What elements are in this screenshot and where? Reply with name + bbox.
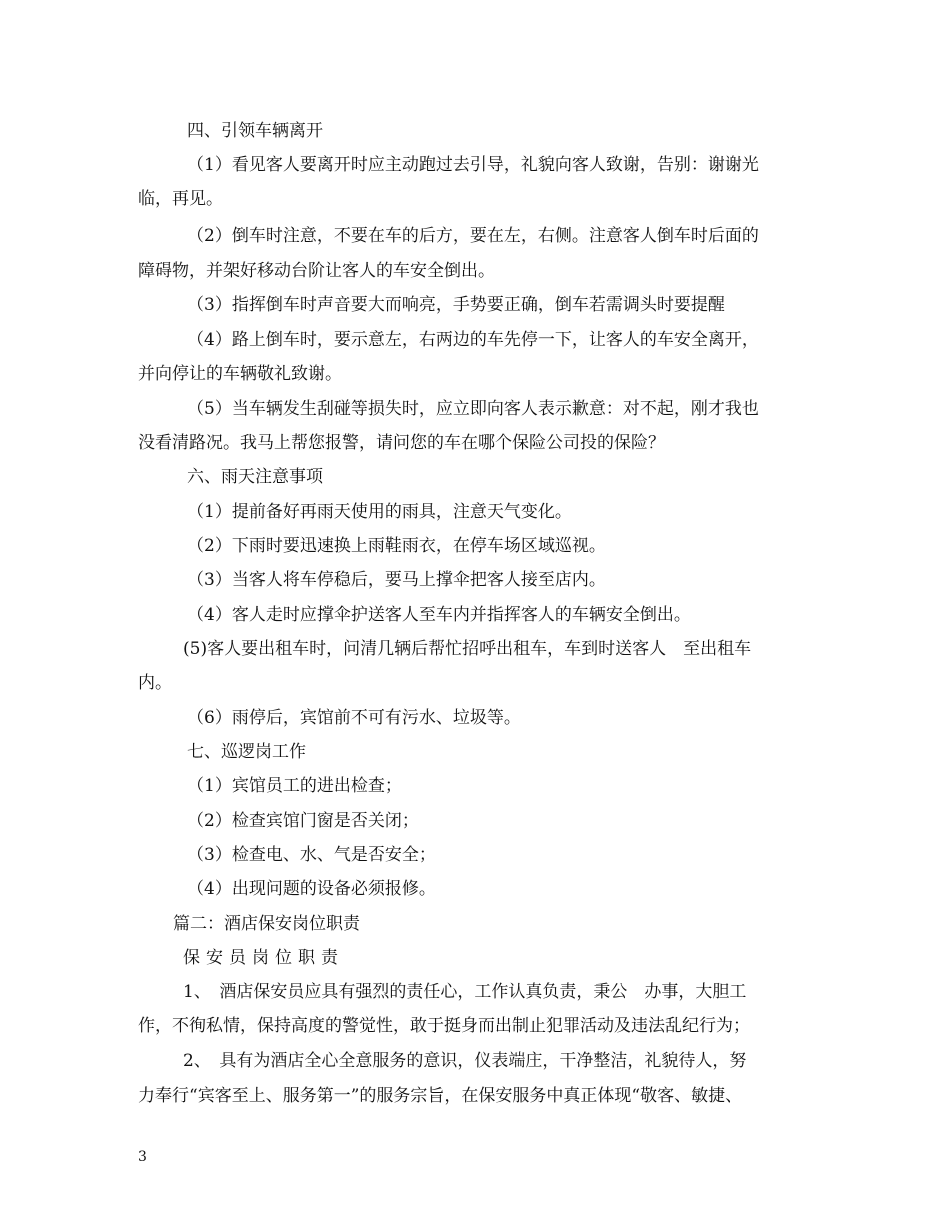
text-line: 1、 酒店保安员应具有强烈的责任心，工作认真负责，秉公 办事，大胆工 bbox=[183, 982, 747, 1002]
text-line: （4）出现问题的设备必须报修。 bbox=[187, 879, 436, 899]
section-heading-patrol: 七、巡逻岗工作 bbox=[187, 742, 306, 762]
text-line: 临，再见。 bbox=[138, 189, 223, 209]
page-number: 3 bbox=[138, 1149, 147, 1165]
text-line: （6）雨停后，宾馆前不可有污水、垃圾等。 bbox=[187, 708, 521, 728]
text-line: (5)客人要出租车时，问清几辆后帮忙招呼出租车，车到时送客人 至出租车 bbox=[183, 639, 752, 659]
text-line: （2）倒车时注意，不要在车的后方，要在左，右侧。注意客人倒车时后面的 bbox=[187, 226, 759, 246]
text-line: （2）下雨时要迅速换上雨鞋雨衣，在停车场区域巡视。 bbox=[187, 536, 606, 556]
text-line: 没看清路况。我马上帮您报警，请问您的车在哪个保险公司投的保险？ bbox=[138, 433, 665, 453]
text-line: 2、 具有为酒店全心全意服务的意识，仪表端庄，干净整洁，礼貌待人，努 bbox=[183, 1051, 747, 1071]
text-line: 作，不徇私情，保持高度的警觉性，敢于挺身而出制止犯罪活动及违法乱纪行为； bbox=[138, 1016, 750, 1036]
text-line: 并向停让的车辆敬礼致谢。 bbox=[138, 364, 342, 384]
text-line: （3）检查电、水、气是否安全； bbox=[187, 845, 436, 865]
text-line: （1）提前备好再雨天使用的雨具，注意天气变化。 bbox=[187, 502, 572, 522]
text-line: （1）宾馆员工的进出检查； bbox=[187, 776, 402, 796]
text-line: （4）客人走时应撑伞护送客人至车内并指挥客人的车辆安全倒出。 bbox=[187, 605, 691, 625]
part-two-heading: 篇二：酒店保安岗位职责 bbox=[173, 914, 360, 934]
section-heading-vehicle-departure: 四、引领车辆离开 bbox=[187, 121, 323, 141]
text-line: （5）当车辆发生刮碰等损失时，应立即向客人表示歉意：对不起，刚才我也 bbox=[187, 399, 759, 419]
text-line: （1）看见客人要离开时应主动跑过去引导，礼貌向客人致谢，告别：谢谢光 bbox=[187, 155, 759, 175]
text-line: （4）路上倒车时，要示意左，右两边的车先停一下，让客人的车安全离开， bbox=[187, 330, 759, 350]
text-line: 内。 bbox=[138, 673, 172, 693]
text-line: （3）当客人将车停稳后，要马上撑伞把客人接至店内。 bbox=[187, 570, 606, 590]
text-line: （2）检查宾馆门窗是否关闭； bbox=[187, 811, 419, 831]
text-line: 力奉行“宾客至上、服务第一”的服务宗旨，在保安服务中真正体现“敬客、敏捷、 bbox=[138, 1086, 743, 1106]
job-title-heading: 保安员岗位职责 bbox=[183, 948, 344, 968]
text-line: （3）指挥倒车时声音要大而响亮，手势要正确，倒车若需调头时要提醒 bbox=[187, 295, 725, 315]
section-heading-rainy-day: 六、雨天注意事项 bbox=[187, 467, 323, 487]
text-line: 障碍物，并架好移动台阶让客人的车安全倒出。 bbox=[138, 261, 495, 281]
